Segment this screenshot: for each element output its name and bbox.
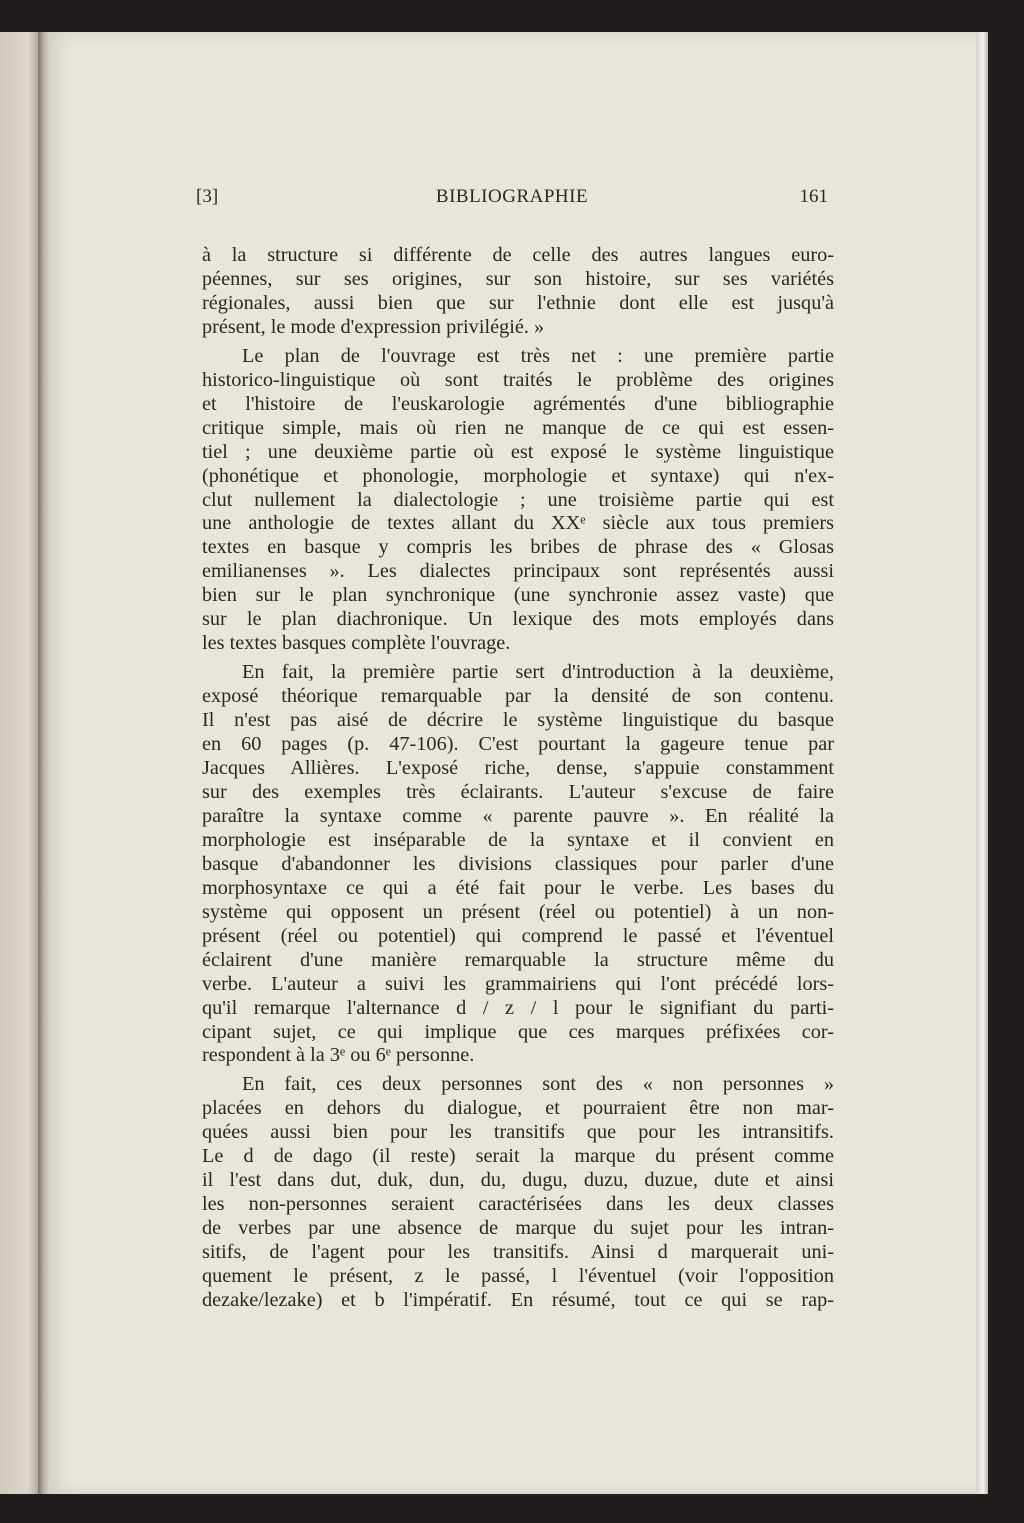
text-line: morphologie est inséparable de la syntaxe et il convient en [202, 828, 834, 851]
text-line: Le plan de l'ouvrage est très net : une première partie [242, 344, 834, 367]
text-line: textes en basque y compris les bribes de phrase des « Glosas [202, 536, 834, 559]
text-line: à la structure si différente de celle des autres langues euro- [202, 244, 834, 266]
text-line: En fait, la première partie sert d'introduction à la deuxième, [242, 661, 834, 684]
paragraph [202, 345, 834, 656]
text-line: Le d de dago (il reste) serait la marque du présent comme [202, 1145, 834, 1168]
text-line: sur le plan diachronique. Un lexique des mots employés dans [202, 608, 834, 631]
text-line: basque d'abandonner les divisions classiques pour parler d'une [202, 852, 834, 875]
text-line: exposé théorique remarquable par la densité de son contenu. [202, 685, 834, 708]
text-line: présent, le mode d'expression privilégié. » [202, 315, 545, 338]
text-line: cipant sujet, ce qui implique que ces marques préfixées cor- [202, 1020, 834, 1043]
text-line: sitifs, de l'agent pour les transitifs. Ainsi d marquerait uni- [202, 1241, 834, 1264]
paragraph [202, 661, 834, 1068]
text-line: système qui opposent un présent (réel ou potentiel) à un non- [202, 900, 834, 923]
body-text [202, 244, 834, 1313]
text-line: une anthologie de textes allant du XXᵉ siècle aux tous premiers [202, 512, 834, 535]
text-line: sur des exemples très éclairants. L'auteur s'excuse de faire [202, 780, 834, 803]
left-page-edge [0, 32, 40, 1494]
paragraph [202, 244, 834, 340]
running-title: BIBLIOGRAPHIE [435, 186, 589, 207]
text-line: tiel ; une deuxième partie où est exposé le système linguistique [202, 440, 834, 463]
text-line: respondent à la 3ᵉ ou 6ᵉ personne. [202, 1044, 475, 1067]
section-number: [3] [196, 186, 219, 207]
text-line: emilianenses ». Les dialectes principaux sont représentés aussi [202, 560, 834, 583]
text-line: morphosyntaxe ce qui a été fait pour le verbe. Les bases du [202, 876, 834, 899]
text-line: dezake/lezake) et b l'impératif. En résumé, tout ce qui se rap- [202, 1288, 834, 1311]
text-line: qu'il remarque l'alternance d / z / l pour le signifiant du parti- [202, 996, 834, 1019]
text-line: historico-linguistique où sont traités le problème des origines [202, 368, 834, 391]
text-line: les textes basques complète l'ouvrage. [202, 632, 511, 655]
text-line: il l'est dans dut, duk, dun, du, dugu, duzu, duzue, dute et ainsi [202, 1169, 834, 1192]
running-header [196, 186, 828, 216]
text-line: critique simple, mais où rien ne manque de ce qui est essen- [202, 416, 834, 439]
text-line: régionales, aussi bien que sur l'ethnie dont elle est jusqu'à [202, 291, 834, 314]
text-line: de verbes par une absence de marque du sujet pour les intran- [202, 1217, 834, 1240]
text-line: les non-personnes seraient caractérisées dans les deux classes [202, 1193, 834, 1216]
text-line: péennes, sur ses origines, sur son histoire, sur ses variétés [202, 267, 834, 290]
text-line: clut nullement la dialectologie ; une troisième partie qui est [202, 488, 834, 511]
text-line: éclairent d'une manière remarquable la structure même du [202, 948, 834, 971]
paragraph [202, 1073, 834, 1313]
text-line: verbe. L'auteur a suivi les grammairiens qui l'ont précédé lors- [202, 972, 834, 995]
text-line: quement le présent, z le passé, l l'éventuel (voir l'opposition [202, 1265, 834, 1288]
text-line: quées aussi bien pour les transitifs que pour les intransitifs. [202, 1121, 834, 1144]
text-line: et l'histoire de l'euskarologie agrémentés d'une bibliographie [202, 392, 834, 415]
text-line: en 60 pages (p. 47-106). C'est pourtant la gageure tenue par [202, 733, 834, 756]
text-line: présent (réel ou potentiel) qui comprend le passé et l'éventuel [202, 924, 834, 947]
text-line: paraître la syntaxe comme « parente pauvre ». En réalité la [202, 804, 834, 827]
page-right-edge [976, 32, 988, 1494]
text-line: Jacques Allières. L'exposé riche, dense, s'appuie constamment [202, 757, 834, 780]
text-line: bien sur le plan synchronique (une synchronie assez vaste) que [202, 584, 834, 607]
text-line: (phonétique et phonologie, morphologie et syntaxe) qui n'ex- [202, 464, 834, 487]
page-number: 161 [799, 186, 828, 207]
text-line: En fait, ces deux personnes sont des « non personnes » [242, 1073, 834, 1096]
text-line: placées en dehors du dialogue, et pourraient être non mar- [202, 1097, 834, 1120]
text-line: Il n'est pas aisé de décrire le système linguistique du basque [202, 709, 834, 732]
